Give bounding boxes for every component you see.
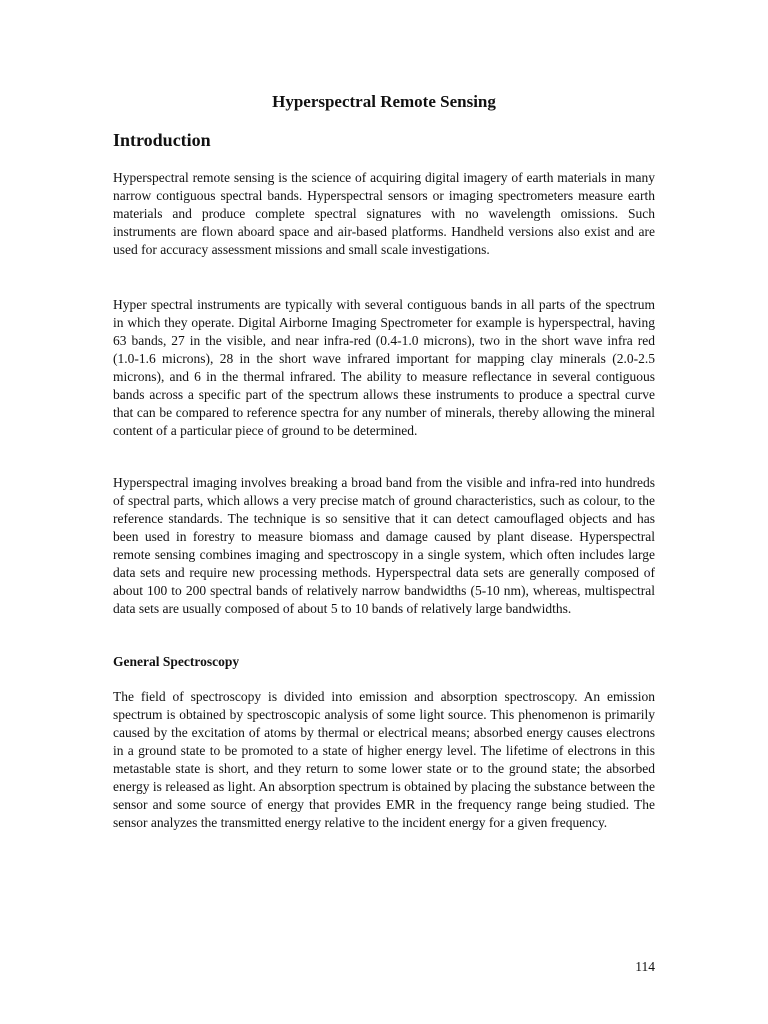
page-title: Hyperspectral Remote Sensing bbox=[272, 92, 496, 111]
section-heading-general-spectroscopy: General Spectroscopy bbox=[113, 654, 240, 669]
paragraph-introduction-3: Hyperspectral imaging involves breaking a broad band from the visible and infra-red into hundreds of spectral parts, which allows a very precise match of ground characteristics, such as colour, to the reference standards. The technique is so sensitive that it can detect camouflaged objects and has been used in forestry to measure biomass and damage caused by plant disease. Hyperspectral remote sensing combines imaging and spectroscopy in a single system, which often includes large data sets and require new processing methods. Hyperspectral data sets are generally composed of about 100 to 200 spectral bands of relatively narrow bandwidths (5-10 nm), whereas, multispectral data sets are usually composed of about 5 to 10 bands of relatively large bandwidths. bbox=[113, 475, 655, 616]
paragraph-spectroscopy-1: The field of spectroscopy is divided into emission and absorption spectroscopy. An emission spectrum is obtained by spectroscopic analysis of some light source. This phenomenon is primarily caused by the excitation of atoms by thermal or electrical means; absorbed energy causes electrons in a ground state to be promoted to a state of higher energy level. The lifetime of electrons in this metastable state is short, and they return to some lower state or to the ground state; the absorbed energy is released as light. An absorption spectrum is obtained by placing the substance between the sensor and some source of energy that provides EMR in the frequency range being studied. The sensor analyzes the transmitted energy relative to the incident energy for a given frequency. bbox=[113, 689, 655, 830]
section-heading-introduction: Introduction bbox=[113, 130, 211, 150]
page-number: 114 bbox=[635, 959, 655, 974]
paragraph-introduction-2: Hyper spectral instruments are typically with several contiguous bands in all parts of the spectrum in which they operate. Digital Airborne Imaging Spectrometer for example is hyperspectral, having 63 bands, 27 in the visible, and near infra-red (0.4-1.0 microns), two in the short wave infra red (1.0-1.6 microns), 28 in the short wave infrared important for mapping clay minerals (2.0-2.5 microns), and 6 in the thermal infrared. The ability to measure reflectance in several contiguous bands across a specific part of the spectrum allows these instruments to produce a spectral curve that can be compared to reference spectra for any number of minerals, thereby allowing the mineral content of a particular piece of ground to be determined. bbox=[113, 297, 655, 438]
paragraph-introduction-1: Hyperspectral remote sensing is the science of acquiring digital imagery of earth materials in many narrow contiguous spectral bands. Hyperspectral sensors or imaging spectrometers measure earth materials and produce complete spectral signatures with no wavelength omissions. Such instruments are flown aboard space and air-based platforms. Handheld versions also exist and are used for accuracy assessment missions and small scale investigations. bbox=[113, 170, 655, 257]
